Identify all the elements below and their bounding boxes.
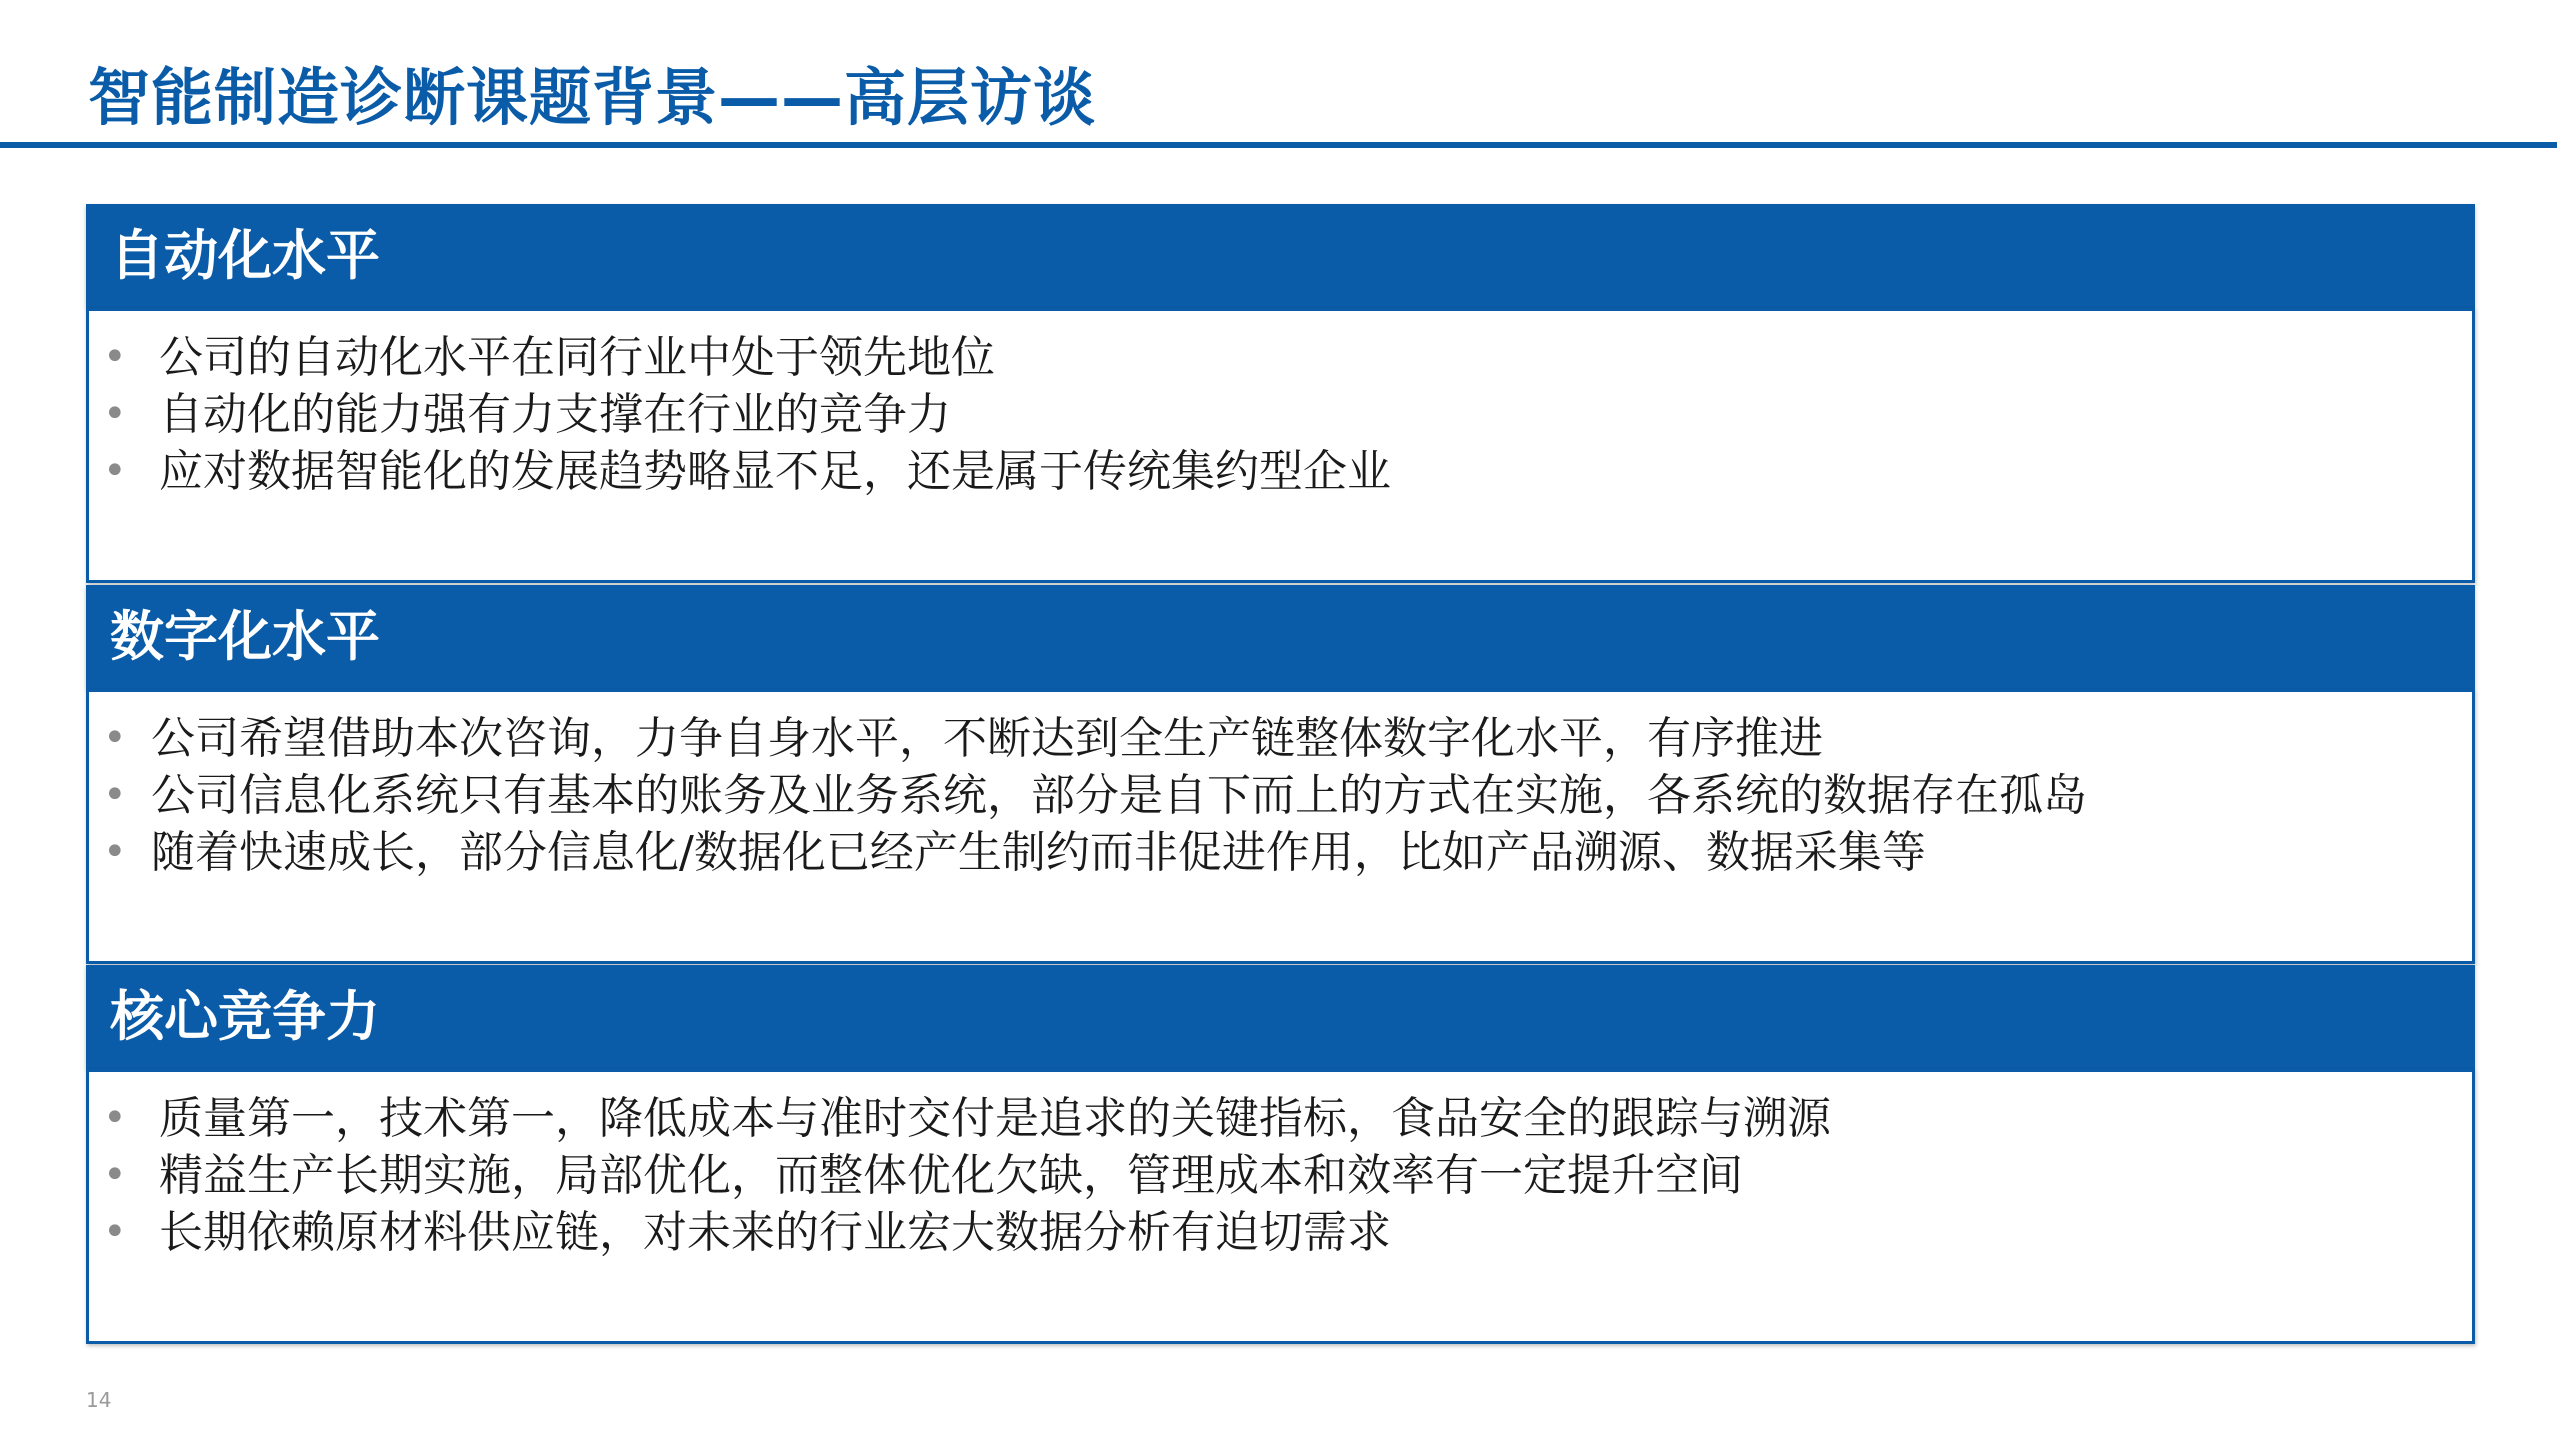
bullet-text: 精益生产长期实施，局部优化，而整体优化欠缺，管理成本和效率有一定提升空间 (159, 1150, 1743, 1201)
section-body (86, 308, 2475, 583)
bullet-text: 公司的自动化水平在同行业中处于领先地位 (159, 332, 995, 383)
bullet-icon: • (103, 391, 127, 437)
bullet-text: 公司希望借助本次咨询，力争自身水平，不断达到全生产链整体数字化水平，有序推进 (151, 713, 1823, 764)
bullet-text: 公司信息化系统只有基本的账务及业务系统，部分是自下而上的方式在实施，各系统的数据存在孤岛 (151, 770, 2087, 821)
bullet-text: 自动化的能力强有力支撑在行业的竞争力 (159, 389, 951, 440)
section-header (86, 965, 2475, 1069)
bullet-text: 长期依赖原材料供应链，对未来的行业宏大数据分析有迫切需求 (159, 1207, 1391, 1258)
section-heading: 自动化水平 (110, 224, 380, 287)
bullet-text: 应对数据智能化的发展趋势略显不足，还是属于传统集约型企业 (159, 446, 1391, 497)
bullet-text: 随着快速成长，部分信息化/数据化已经产生制约而非促进作用，比如产品溯源、数据采集等 (151, 827, 1926, 878)
section-heading: 数字化水平 (110, 605, 380, 668)
bullet-icon: • (103, 334, 127, 380)
title-divider (0, 142, 2557, 148)
section-heading: 核心竞争力 (110, 985, 380, 1048)
section-body (86, 1069, 2475, 1344)
page-title: 智能制造诊断课题背景——高层访谈 (88, 61, 1097, 134)
section-header (86, 204, 2475, 308)
bullet-icon: • (103, 772, 127, 818)
page-number: 14 (86, 1388, 112, 1412)
bullet-icon: • (103, 1095, 127, 1141)
bullet-icon: • (103, 829, 127, 875)
bullet-text: 质量第一，技术第一，降低成本与准时交付是追求的关键指标，食品安全的跟踪与溯源 (159, 1093, 1831, 1144)
section-body (86, 689, 2475, 964)
section-header (86, 585, 2475, 689)
bullet-icon: • (103, 1152, 127, 1198)
bullet-icon: • (103, 1209, 127, 1255)
bullet-icon: • (103, 715, 127, 761)
bullet-icon: • (103, 448, 127, 494)
